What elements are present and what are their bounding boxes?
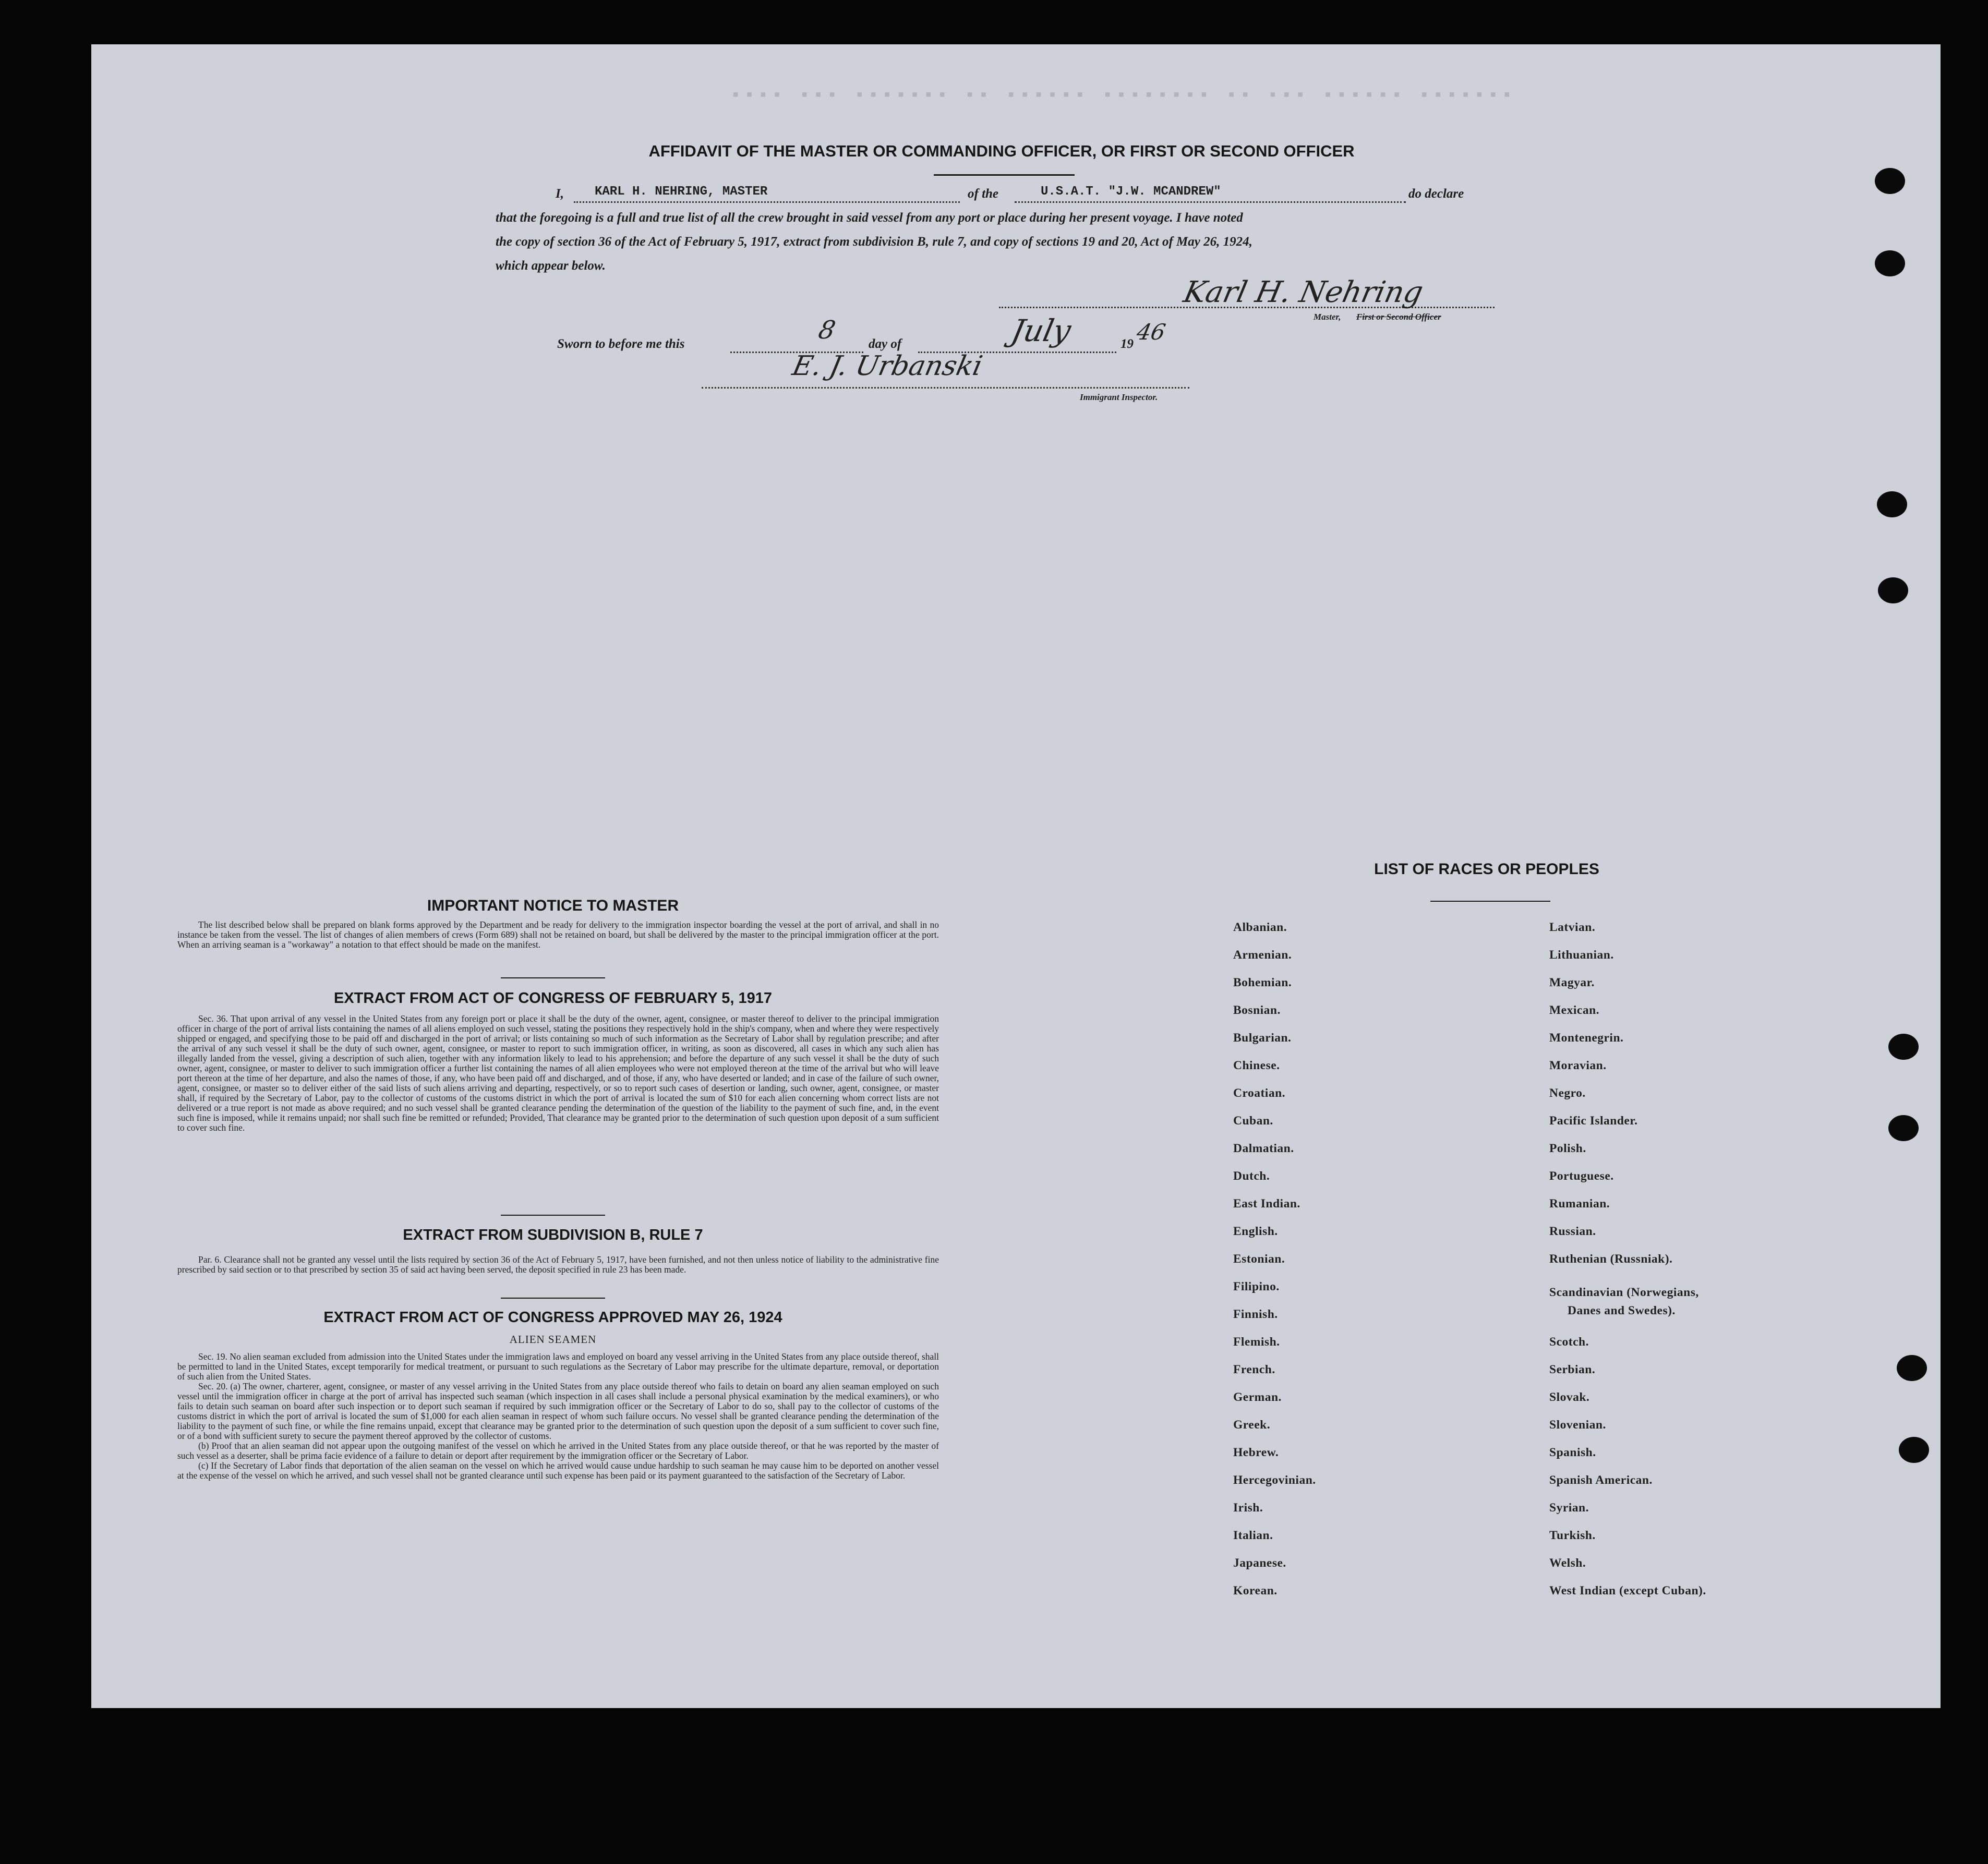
race-item: Bohemian.: [1233, 976, 1292, 989]
extract-1917-title: EXTRACT FROM ACT OF CONGRESS OF FEBRUARY 5, 1917: [333, 990, 773, 1007]
punch-hole: [1877, 491, 1907, 517]
rule7-text: Par. 6. Clearance shall not be granted any vessel until the lists required by section 36 of the Act of February 5, 1917, have been furnished, and not then unless notice of liability to the administrative fine prescribed by said section or to that prescribed by section 35 of said act having been served, the deposit specified in rule 23 has been made.: [177, 1254, 939, 1275]
punch-hole: [1888, 1034, 1919, 1060]
inspector-label: Immigrant Inspector.: [1080, 392, 1158, 402]
race-item: Albanian.: [1233, 921, 1287, 934]
race-item: Greek.: [1233, 1418, 1271, 1432]
race-item: Spanish.: [1549, 1446, 1596, 1459]
of-the-label: of the: [968, 187, 999, 201]
punch-hole: [1888, 1115, 1919, 1141]
section-divider: [501, 1298, 605, 1299]
race-item: Dutch.: [1233, 1169, 1270, 1183]
race-item: Flemish.: [1233, 1335, 1280, 1349]
race-item: Spanish American.: [1549, 1473, 1653, 1487]
race-item: Bulgarian.: [1233, 1031, 1292, 1045]
affidavit-line-4: which appear below.: [496, 259, 606, 273]
dotted-line: [574, 201, 960, 203]
race-item: Danes and Swedes).: [1568, 1304, 1676, 1317]
race-item: Cuban.: [1233, 1114, 1273, 1128]
vessel-name: U.S.A.T. "J.W. MCANDREW": [1041, 185, 1221, 199]
affidavit-title: AFFIDAVIT OF THE MASTER OR COMMANDING OFFICER, OR FIRST OR SECOND OFFICER: [648, 142, 1355, 160]
alien-seamen-subtitle: ALIEN SEAMEN: [509, 1333, 597, 1346]
race-item: Japanese.: [1233, 1556, 1286, 1570]
race-item: Estonian.: [1233, 1252, 1285, 1266]
punch-hole: [1899, 1437, 1929, 1463]
race-item: Latvian.: [1549, 921, 1596, 934]
race-item: French.: [1233, 1363, 1275, 1376]
race-item: Irish.: [1233, 1501, 1263, 1515]
race-item: Korean.: [1233, 1584, 1278, 1597]
race-item: Finnish.: [1233, 1308, 1278, 1321]
inspector-signature-line: [702, 387, 1189, 389]
extract-1917-text: Sec. 36. That upon arrival of any vessel in the United States from any foreign port or place it shall be the duty of the owner, agent, consignee, or master thereof to deliver to the principal immigration officer in charge of the port of arrival lists containing the names of all aliens employed on such vessel, stating the positions they respectively hold in the ship's company, when and where they were respectively shipped or engaged, and specifying those to be paid off and discharged in the port of arrival; or lists containing so much of such information as the Secretary of Labor shall by regulation prescribe; and after the arrival of any such vessel it shall be the duty of such owner, agent, consignee, or master to report to such immigration officer, in writing, as soon as discovered, all cases in which any such alien has illegally landed from the vessel, giving a description of such alien, together with any information likely to lead to his apprehension; and before the departure of any such vessel it shall be the duty of such owner, agent, consignee, or master to deliver to such immigration officer a further list containing the names of all alien employees who were not employed thereon at the time of the arrival but who will leave port thereon at the time of her departure, and also the names of those, if any, who have been paid off and discharged, and of those, if any, who have deserted or landed; and in case of the failure of such owner, agent, consignee, or master so to deliver either of the said lists of such aliens arriving and departing, respectively, or so to report such cases of desertion or landing, such owner, agent, consignee, or master shall, if required by the Secretary of Labor, pay to the collector of customs of the customs district in which the port of arrival is located the sum of $10 for each alien concerning whom correct lists are not delivered or a true report is not made as above required; and no such vessel shall be granted clearance pending the determination of the question of the liability to the payment of such fine, and, in the event such fine is imposed, while it remains unpaid; nor shall such fine be remitted or refunded; Provided, That clearance may be granted prior to the determination of such question upon deposit of a sum sufficient to cover such fine.: [177, 1013, 939, 1133]
race-item: Slovenian.: [1549, 1418, 1606, 1432]
race-item: Scotch.: [1549, 1335, 1589, 1349]
master-name: KARL H. NEHRING, MASTER: [595, 185, 768, 199]
master-signature: Karl H. Nehring: [1180, 275, 1426, 309]
bleed-through-text: ▪▪▪▪ ▪▪▪ ▪▪▪▪▪▪▪ ▪▪ ▪▪▪▪▪▪ ▪▪▪▪▪▪▪▪ ▪▪ ▪▪▪ ▪▪▪▪▪▪ ▪▪▪▪▪▪▪: [730, 86, 1515, 106]
race-item: German.: [1233, 1390, 1282, 1404]
race-item: Mexican.: [1549, 1003, 1600, 1017]
race-item: Italian.: [1233, 1529, 1273, 1542]
officer-label-struck: First or Second Officer: [1356, 312, 1441, 322]
race-item: Magyar.: [1549, 976, 1595, 989]
punch-hole: [1875, 250, 1905, 276]
punch-hole: [1878, 577, 1908, 603]
race-item: Filipino.: [1233, 1280, 1280, 1293]
affidavit-line-3: the copy of section 36 of the Act of February 5, 1917, extract from subdivision B, rule 7, and copy of sections 19 and 20, Act of May 26, 1924,: [496, 235, 1252, 249]
inspector-signature: E. J. Urbanski: [789, 350, 985, 382]
punch-hole: [1875, 168, 1905, 194]
race-item: Hebrew.: [1233, 1446, 1279, 1459]
sec-20b: (b) Proof that an alien seaman did not appear upon the outgoing manifest of the vessel on which he arrived in the United States from any place outside thereof, or that he was reported by the master of such vessel as a deserter, shall be prima facie evidence of a failure to detain or deport after requirement by the immigration officer or the Secretary of Labor.: [177, 1441, 939, 1461]
race-item: Welsh.: [1549, 1556, 1586, 1570]
dotted-line: [1015, 201, 1406, 203]
extract-1924-title: EXTRACT FROM ACT OF CONGRESS APPROVED MAY 26, 1924: [323, 1309, 782, 1326]
race-item: West Indian (except Cuban).: [1549, 1584, 1706, 1597]
race-item: Pacific Islander.: [1549, 1114, 1638, 1128]
races-title: LIST OF RACES OR PEOPLES: [1374, 861, 1599, 878]
sworn-prefix: Sworn to before me this: [557, 337, 685, 351]
race-item: Slovak.: [1549, 1390, 1590, 1404]
title-divider: [934, 174, 1075, 176]
master-label: Master,: [1314, 312, 1341, 322]
sec-20c: (c) If the Secretary of Labor finds that deportation of the alien seaman on the vessel on which he arrived would cause undue hardship to such seaman he may cause him to be deported on another vessel at the expense of the vessel on which he arrived, and such vessel shall not be granted clearance until such expense has been paid or its payment guaranteed to the satisfaction of the Secretary of Labor.: [177, 1460, 939, 1481]
extract-1924-text: [177, 1352, 939, 1481]
year-prefix: 19: [1120, 337, 1134, 351]
race-item: Polish.: [1549, 1142, 1586, 1155]
punch-hole: [1897, 1355, 1927, 1381]
race-item: Lithuanian.: [1549, 948, 1614, 962]
notice-title: IMPORTANT NOTICE TO MASTER: [427, 897, 679, 914]
race-item: Ruthenian (Russniak).: [1549, 1252, 1673, 1266]
day-of-label: day of: [869, 337, 902, 351]
race-item: Armenian.: [1233, 948, 1292, 962]
affidavit-i-label: I,: [556, 187, 564, 201]
race-item: Syrian.: [1549, 1501, 1589, 1515]
sworn-day: 8: [816, 316, 838, 345]
race-item: East Indian.: [1233, 1197, 1300, 1211]
section-divider: [501, 1215, 605, 1216]
race-item: Scandinavian (Norwegians,: [1549, 1286, 1699, 1299]
race-item: Serbian.: [1549, 1363, 1596, 1376]
race-item: Negro.: [1549, 1086, 1586, 1100]
race-item: Turkish.: [1549, 1529, 1596, 1542]
race-item: Dalmatian.: [1233, 1142, 1294, 1155]
year-suffix: 46: [1134, 319, 1168, 345]
race-item: Bosnian.: [1233, 1003, 1281, 1017]
race-item: Rumanian.: [1549, 1197, 1610, 1211]
race-item: Portuguese.: [1549, 1169, 1614, 1183]
race-item: Moravian.: [1549, 1059, 1607, 1072]
races-divider: [1430, 901, 1550, 902]
sworn-month: July: [1008, 313, 1075, 348]
declare-label: do declare: [1408, 187, 1464, 201]
section-divider: [501, 977, 605, 978]
race-item: Hercegovinian.: [1233, 1473, 1316, 1487]
race-item: Montenegrin.: [1549, 1031, 1624, 1045]
sec-20a: Sec. 20. (a) The owner, charterer, agent, consignee, or master of any vessel arriving in the United States from any place outside thereof who fails to detain on board any alien seaman employed on such vessel until the immigration officer in charge at the port of arrival has inspected such seaman (which inspection in all cases shall include a personal physical examination by the medical examiners), or who fails to detain such seaman on board after such inspection or to deport such seaman if required by such immigration officer or the Secretary of Labor to do so, shall pay to the collector of customs of the customs district in which the port of arrival is located the sum of $1,000 for each alien seaman in respect of whom such failure occurs. No vessel shall be granted clearance pending the determination of the liability to the payment of such fine, or while the fine remains unpaid, except that clearance may be granted prior to the determination of such question upon the deposit of a sum sufficient to cover such fine, or of a bond with sufficient surety to secure the payment thereof approved by the collector of customs.: [177, 1381, 939, 1441]
race-item: Croatian.: [1233, 1086, 1286, 1100]
race-item: English.: [1233, 1225, 1278, 1238]
sec-19: Sec. 19. No alien seaman excluded from admission into the United States under the immigration laws and employed on board any vessel arriving in the United States from any place outside thereof, shall be permitted to land in the United States, except temporarily for medical treatment, or pursuant to such regulations as the Secretary of Labor may prescribe for the ultimate departure, removal, or deportation of such alien from the United States.: [177, 1351, 939, 1382]
race-item: Chinese.: [1233, 1059, 1280, 1072]
notice-text: The list described below shall be prepared on blank forms approved by the Department and be ready for delivery to the immigration inspector boarding the vessel at the port of arrival, and shall in no instance be taken from the vessel. The list of changes of alien members of crews (Form 689) shall not be retained on board, but shall be delivered by the master to the principal immigration officer at the port. When an arriving seaman is a "workaway" a notation to that effect should be made on the manifest.: [177, 919, 939, 950]
affidavit-line-2: that the foregoing is a full and true list of all the crew brought in said vessel from any port or place during her present voyage. I have noted: [496, 211, 1243, 225]
rule7-title: EXTRACT FROM SUBDIVISION B, RULE 7: [403, 1227, 703, 1243]
race-item: Russian.: [1549, 1225, 1596, 1238]
